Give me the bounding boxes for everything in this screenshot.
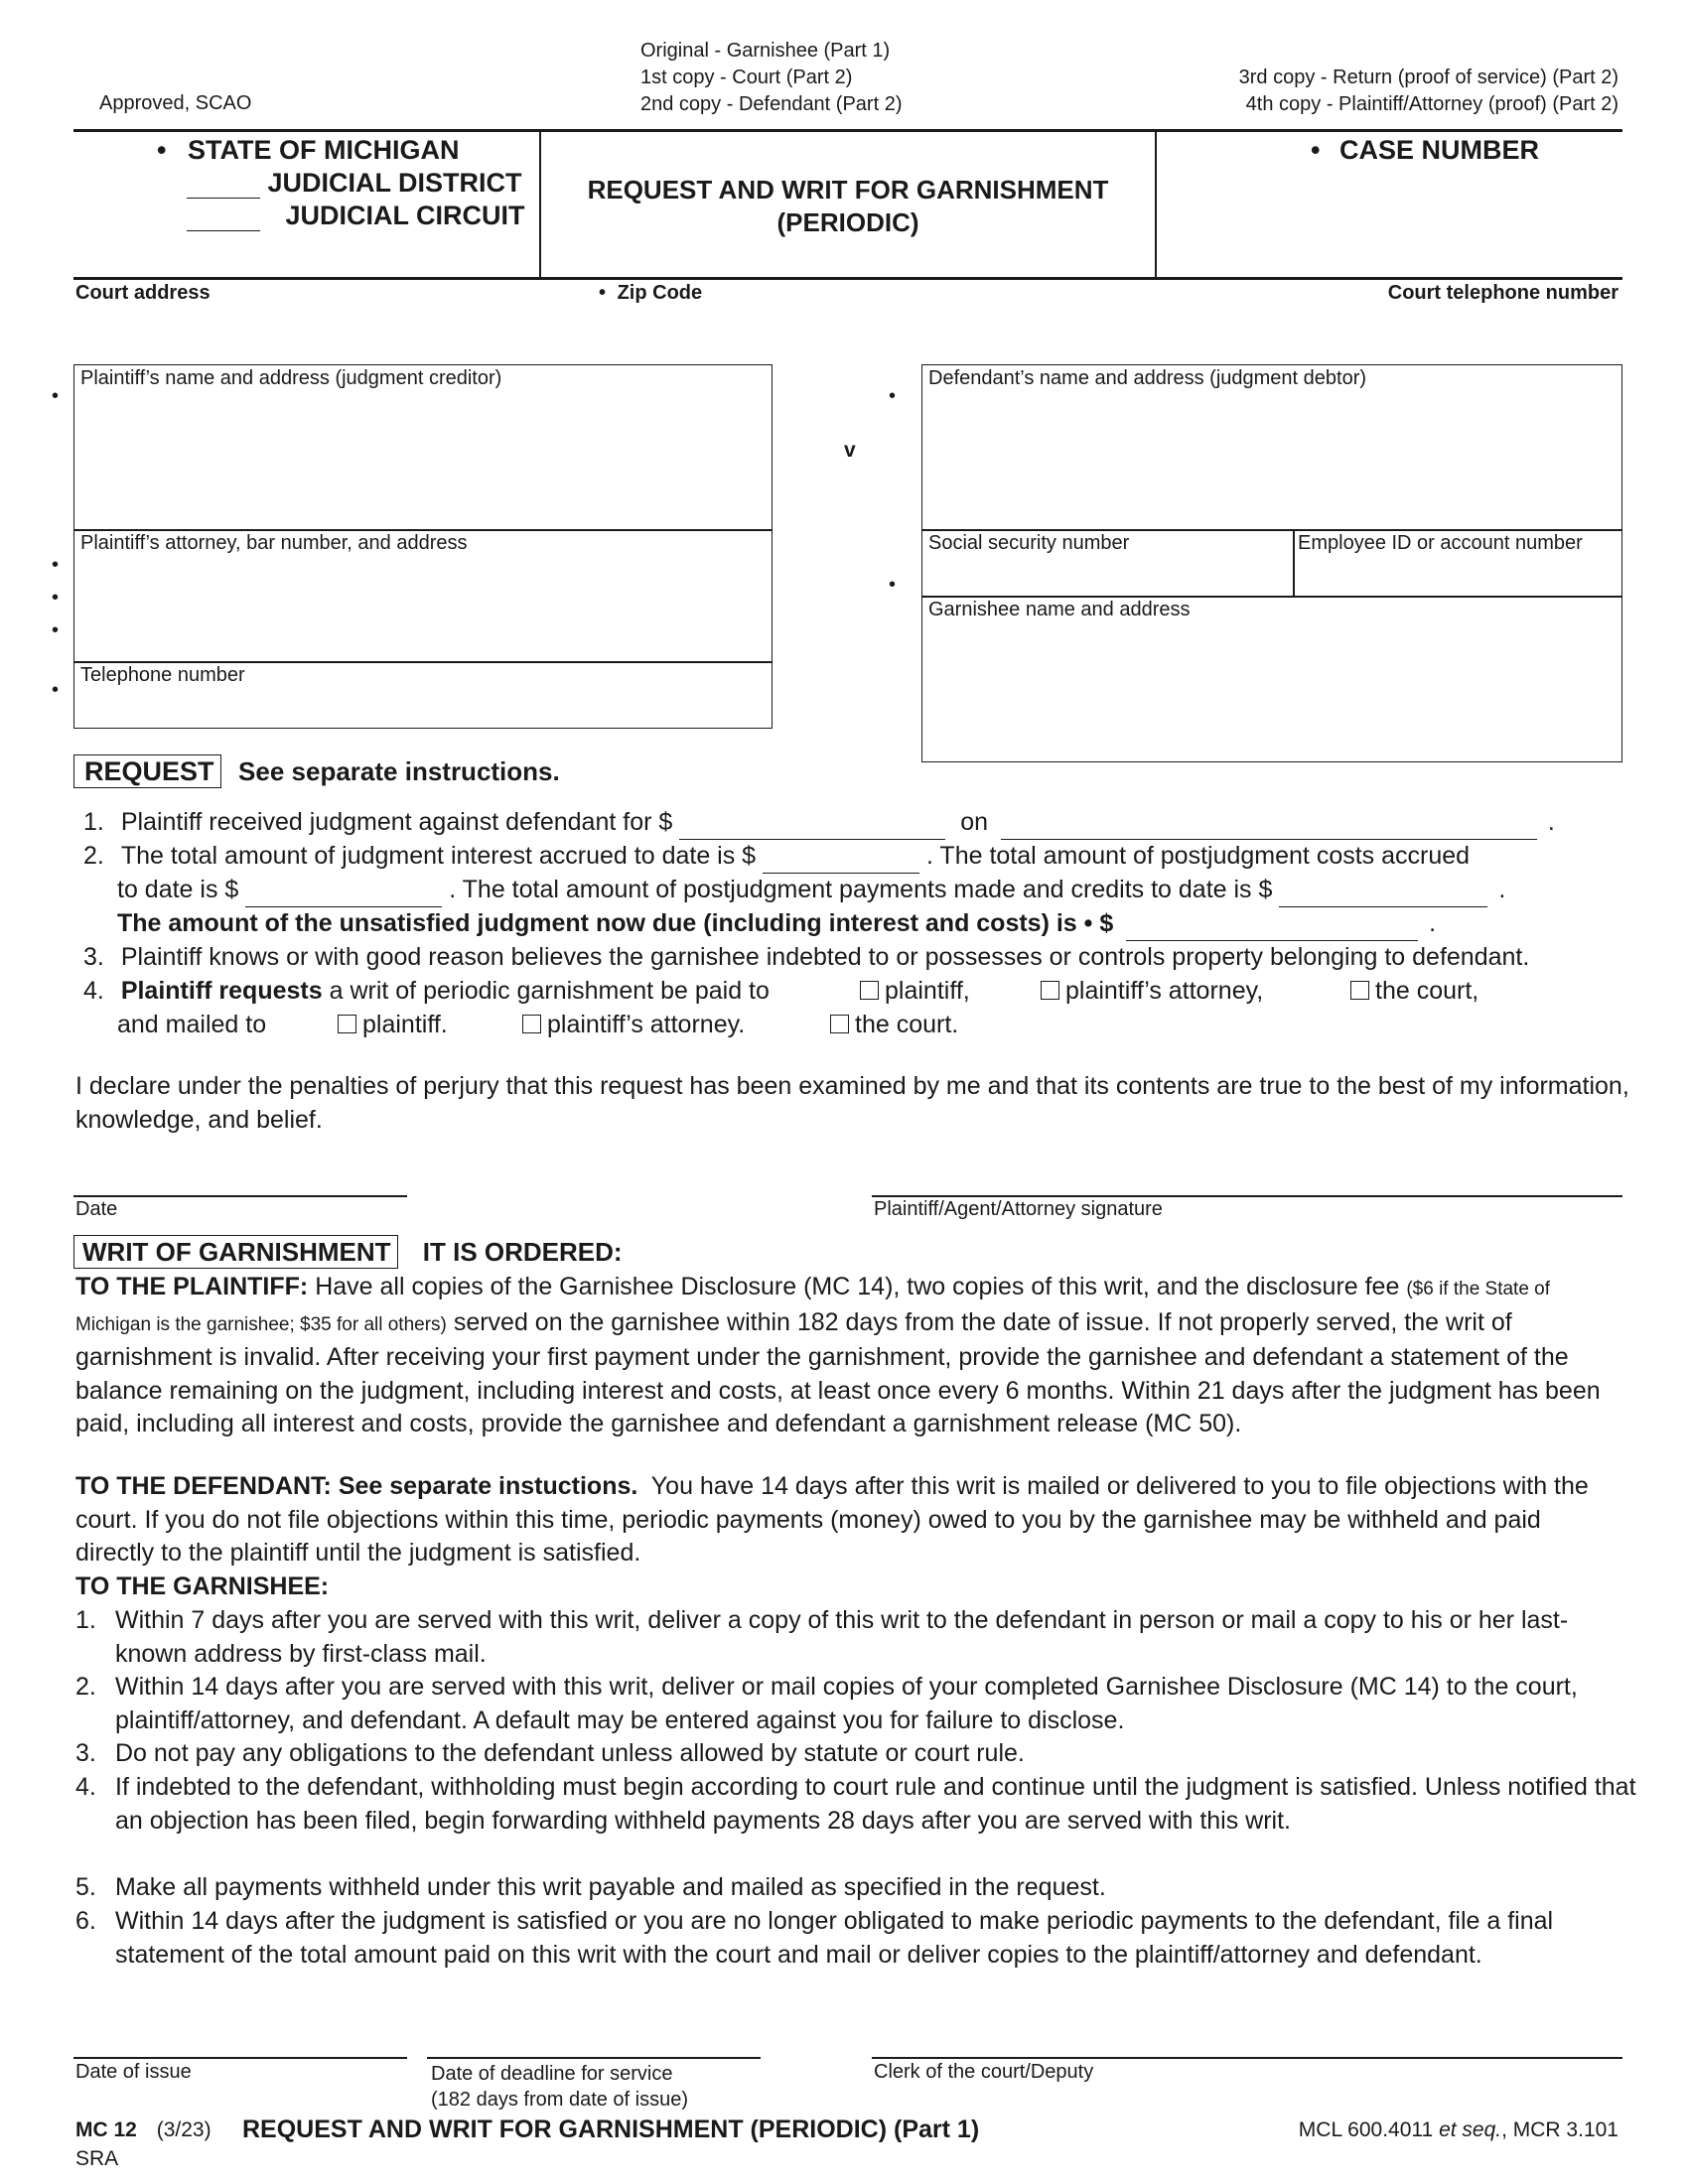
- employee-id-box[interactable]: [1293, 529, 1622, 598]
- zip-code-label: [599, 282, 702, 305]
- garnishee-item-2: [75, 1671, 1624, 1738]
- judgment-amount-field[interactable]: [679, 817, 945, 840]
- to-plaintiff-text-b: served on the garnishee within 182 days from the date of issue. If not properly served, the writ of garnishment is invalid. After receiving your first payment under the garnishment, provide the garnishee and defendant a statement of the balance remaining on the judgment, including interest and costs, at least once every 6 months. Within 21 days after the judgment has been paid, including all interest and costs, provide the garnishee and defendant a garnishment release (MC 50).: [75, 1307, 1601, 1437]
- defendant-name-label: Defendant’s name and address (judgment debtor): [928, 367, 1367, 389]
- footer-title: REQUEST AND WRIT FOR GARNISHMENT (PERIODIC) (Part 1): [242, 2116, 980, 2143]
- bullet-defendant: •: [889, 385, 897, 407]
- mail-to-plaintiff[interactable]: [338, 1009, 448, 1042]
- garnishee-item-4: [75, 1771, 1636, 1871]
- telephone-box[interactable]: [73, 661, 773, 729]
- paid-attorney-label: plaintiff’s attorney,: [1065, 977, 1264, 1005]
- approved-scao: Approved, SCAO: [99, 92, 252, 114]
- item-number: 4.: [75, 1773, 96, 1801]
- footer-mcl: [1299, 2118, 1618, 2142]
- mail-to-court[interactable]: [830, 1009, 958, 1042]
- garnishee-item-6: [75, 1905, 1624, 2005]
- garnishee-item-5: [75, 1871, 1624, 1905]
- form-title-2: (PERIODIC): [776, 207, 919, 237]
- request-item-4: [83, 975, 770, 1009]
- request-heading: [73, 754, 560, 788]
- checkbox-paid-court[interactable]: [1350, 981, 1369, 1000]
- circuit-line: [187, 201, 525, 231]
- checkbox-paid-attorney[interactable]: [1041, 981, 1059, 1000]
- item-text: Within 14 days after you are served with this writ, deliver or mail copies of your completed Garnishee Disclosure (MC 14) to the court, plaintiff/attorney, and defendant. A default may be entered against you for failure to disclose.: [115, 1673, 1578, 1734]
- garnishee-item-1: [75, 1604, 1624, 1672]
- writ-label: WRIT OF GARNISHMENT: [73, 1235, 398, 1269]
- item4-text: a writ of periodic garnishment be paid to: [329, 977, 770, 1005]
- judicial-circuit: JUDICIAL CIRCUIT: [285, 201, 525, 230]
- item-number: 3.: [83, 943, 104, 971]
- item-number: 2.: [75, 1673, 96, 1701]
- item1-on: on: [960, 808, 988, 836]
- disclosure-fee-note: ($6 if the State of Michigan is the garnishee; $35 for all others): [75, 1279, 1551, 1335]
- mail-plaintiff-label: plaintiff.: [362, 1011, 448, 1038]
- writ-heading: [73, 1235, 623, 1269]
- bullet-attorney-1: •: [52, 554, 60, 576]
- item-number: 1.: [75, 1606, 96, 1634]
- item2-text-a: The total amount of judgment interest accrued to date is $: [120, 842, 757, 870]
- district-line: [187, 168, 522, 199]
- mcl-citation: MCL 600.4011: [1298, 2118, 1434, 2141]
- bullet-telephone: •: [52, 679, 60, 701]
- clerk-line[interactable]: [872, 2057, 1622, 2059]
- case-number: CASE NUMBER: [1338, 135, 1539, 165]
- deadline-note: (182 days from date of issue): [431, 2089, 689, 2111]
- item-text: Within 14 days after the judgment is satisfied or you are no longer obligated to make periodic payments to the defendant, file a final statement of the total amount paid on this writ with the court and mail or deliver copies to the plaintiff/attorney and defendant.: [115, 1907, 1554, 1969]
- item-number: 3.: [75, 1739, 96, 1767]
- unsatisfied-amount-field[interactable]: [1126, 918, 1418, 941]
- request-item-1: 1. Plaintiff received judgment against defendant for $ on .: [83, 806, 1555, 840]
- title-bottom-rule: [73, 277, 1622, 280]
- ssn-box[interactable]: [921, 529, 1295, 598]
- date-label: Date: [75, 1198, 118, 1220]
- district-blank[interactable]: [187, 174, 260, 199]
- plaintiff-name-label: Plaintiff’s name and address (judgment creditor): [80, 367, 502, 389]
- zip-code: Zip Code: [617, 282, 703, 304]
- to-plaintiff-heading: TO THE PLAINTIFF:: [75, 1273, 309, 1300]
- title-divider-right: [1155, 131, 1157, 277]
- request-item-2-line2: to date is $ . The total amount of postjudgment payments made and credits to date is $ .: [117, 874, 1505, 907]
- paid-court-label: the court,: [1375, 977, 1479, 1005]
- item-text: Make all payments withheld under this writ payable and mailed as specified in the request.: [115, 1873, 1106, 1901]
- judgment-date-field[interactable]: [1001, 817, 1537, 840]
- garnishee-box[interactable]: [921, 596, 1622, 762]
- ssn-label: Social security number: [928, 532, 1130, 554]
- date-of-issue-label: Date of issue: [75, 2061, 192, 2083]
- item-number: 2.: [83, 842, 104, 870]
- court-address-label: Court address: [75, 282, 211, 304]
- to-plaintiff-text-a: Have all copies of the Garnishee Disclosure (MC 14), two copies of this writ, and the disclosure fee: [315, 1273, 1400, 1300]
- item2-text-e: The amount of the unsatisfied judgment now due (including interest and costs) is • $: [117, 909, 1114, 937]
- signature-label: Plaintiff/Agent/Attorney signature: [874, 1198, 1163, 1220]
- item2-text-c: to date is $: [117, 876, 239, 903]
- item2-text-d: . The total amount of postjudgment payments made and credits to date is $: [449, 876, 1273, 903]
- et-seq: et seq.: [1439, 2118, 1502, 2141]
- court-phone-label: Court telephone number: [1387, 282, 1618, 304]
- item2-text-b: . The total amount of postjudgment costs accrued: [925, 842, 1471, 870]
- deadline-line[interactable]: [427, 2057, 761, 2059]
- request-item-3: [83, 941, 1529, 975]
- checkbox-mail-court[interactable]: [830, 1015, 849, 1033]
- garnishee-label: Garnishee name and address: [928, 599, 1191, 620]
- bullet-attorney-3: •: [52, 619, 60, 641]
- bullet: •: [157, 135, 167, 165]
- request-instructions: See separate instructions.: [238, 756, 560, 786]
- copies-right-2: 4th copy - Plaintiff/Attorney (proof) (Part 2): [1245, 93, 1618, 115]
- item1-text: Plaintiff received judgment against defendant for $: [120, 808, 673, 836]
- mail-to-attorney[interactable]: [522, 1009, 745, 1042]
- to-defendant-heading: TO THE DEFENDANT: See separate instuctions.: [75, 1472, 638, 1500]
- checkbox-mail-attorney[interactable]: [522, 1015, 541, 1033]
- to-garnishee-heading: TO THE GARNISHEE:: [75, 1572, 330, 1600]
- footer-form-id: [75, 2118, 211, 2142]
- judicial-district: JUDICIAL DISTRICT: [267, 168, 522, 198]
- payments-amount-field[interactable]: [1279, 885, 1487, 907]
- copies-right-1: 3rd copy - Return (proof of service) (Part 2): [1238, 67, 1618, 88]
- form-title-1: REQUEST AND WRIT FOR GARNISHMENT: [587, 175, 1109, 205]
- telephone-label: Telephone number: [80, 664, 245, 686]
- copies-center-2: 1st copy - Court (Part 2): [640, 67, 853, 88]
- employee-id-label: Employee ID or account number: [1298, 532, 1583, 554]
- to-plaintiff: [75, 1271, 1624, 1441]
- item3-text: Plaintiff knows or with good reason believes the garnishee indebted to or possesses or controls property belonging to defendant.: [120, 943, 1530, 971]
- to-defendant-text: You have 14 days after this writ is mailed or delivered to you to file objections with the court. If you do not file objections within this time, periodic payments (money) owed to you by the garnishee may be withheld and paid directly to the plaintiff until the judgment is satisfied.: [75, 1472, 1589, 1567]
- it-is-ordered: IT IS ORDERED:: [422, 1237, 623, 1267]
- deadline-label: Date of deadline for service: [431, 2063, 673, 2085]
- costs-amount-field[interactable]: [245, 885, 442, 907]
- request-item-2: [83, 840, 1470, 874]
- request-label: REQUEST: [73, 754, 221, 788]
- bullet-plaintiff: •: [52, 385, 60, 407]
- copies-center-3: 2nd copy - Defendant (Part 2): [640, 93, 903, 115]
- form-revision: (3/23): [156, 2118, 211, 2141]
- item4-bold: Plaintiff requests: [120, 977, 323, 1005]
- copies-center-1: Original - Garnishee (Part 1): [640, 40, 891, 62]
- paid-to-attorney[interactable]: [1041, 975, 1263, 1009]
- versus: v: [844, 439, 856, 462]
- interest-amount-field[interactable]: [763, 851, 919, 874]
- checkbox-mail-plaintiff[interactable]: [338, 1015, 356, 1033]
- mail-court-label: the court.: [855, 1011, 959, 1038]
- footer-sra: SRA: [75, 2147, 119, 2170]
- case-number-label: [1311, 135, 1539, 166]
- bullet-attorney-2: •: [52, 587, 60, 609]
- date-line[interactable]: [73, 1195, 407, 1197]
- signature-line[interactable]: [872, 1195, 1622, 1197]
- paid-plaintiff-label: plaintiff,: [885, 977, 970, 1005]
- item-text: Do not pay any obligations to the defendant unless allowed by statute or court rule.: [115, 1739, 1025, 1767]
- item-number: 4.: [83, 977, 104, 1005]
- state-of-michigan: STATE OF MICHIGAN: [187, 135, 460, 165]
- item-number: 5.: [75, 1873, 96, 1901]
- title-top-rule: [73, 129, 1622, 132]
- defendant-box[interactable]: [921, 364, 1622, 531]
- bullet: •: [599, 282, 607, 304]
- plaintiff-attorney-box[interactable]: [73, 529, 773, 663]
- to-defendant: [75, 1470, 1624, 1570]
- plaintiff-attorney-label: Plaintiff’s attorney, bar number, and address: [80, 532, 468, 554]
- item-text: Within 7 days after you are served with this writ, deliver a copy of this writ to the defendant in person or mail a copy to his or her last-known address by first-class mail.: [115, 1606, 1569, 1668]
- mail-attorney-label: plaintiff’s attorney.: [547, 1011, 746, 1038]
- bullet-garnishee: •: [889, 574, 897, 596]
- item-number: 6.: [75, 1907, 96, 1935]
- item-number: 1.: [83, 808, 104, 836]
- checkbox-paid-plaintiff[interactable]: [860, 981, 879, 1000]
- date-of-issue-line[interactable]: [73, 2057, 407, 2059]
- state-line: [157, 135, 459, 166]
- declaration: I declare under the penalties of perjury that this request has been examined by me and that its contents are true to the best of my information, knowledge, and belief.: [75, 1072, 1629, 1134]
- paid-to-plaintiff[interactable]: [860, 975, 970, 1009]
- request-item-2-line3: The amount of the unsatisfied judgment now due (including interest and costs) is • $ .: [117, 907, 1436, 941]
- item-text: If indebted to the defendant, withholding must begin according to court rule and continue until the judgment is satisfied. Unless notified that an objection has been filed, begin forwarding withheld payments 28 days after you are served with this writ.: [115, 1773, 1636, 1835]
- garnishee-item-3: [75, 1737, 1624, 1771]
- bullet: •: [1311, 135, 1321, 165]
- form-number: MC 12: [75, 2118, 137, 2141]
- clerk-label: Clerk of the court/Deputy: [874, 2061, 1094, 2083]
- circuit-blank[interactable]: [187, 206, 260, 231]
- plaintiff-box[interactable]: [73, 364, 773, 531]
- paid-to-court[interactable]: [1350, 975, 1478, 1009]
- mailed-to-label: and mailed to: [117, 1011, 267, 1038]
- mcr-citation: , MCR 3.101: [1501, 2118, 1618, 2141]
